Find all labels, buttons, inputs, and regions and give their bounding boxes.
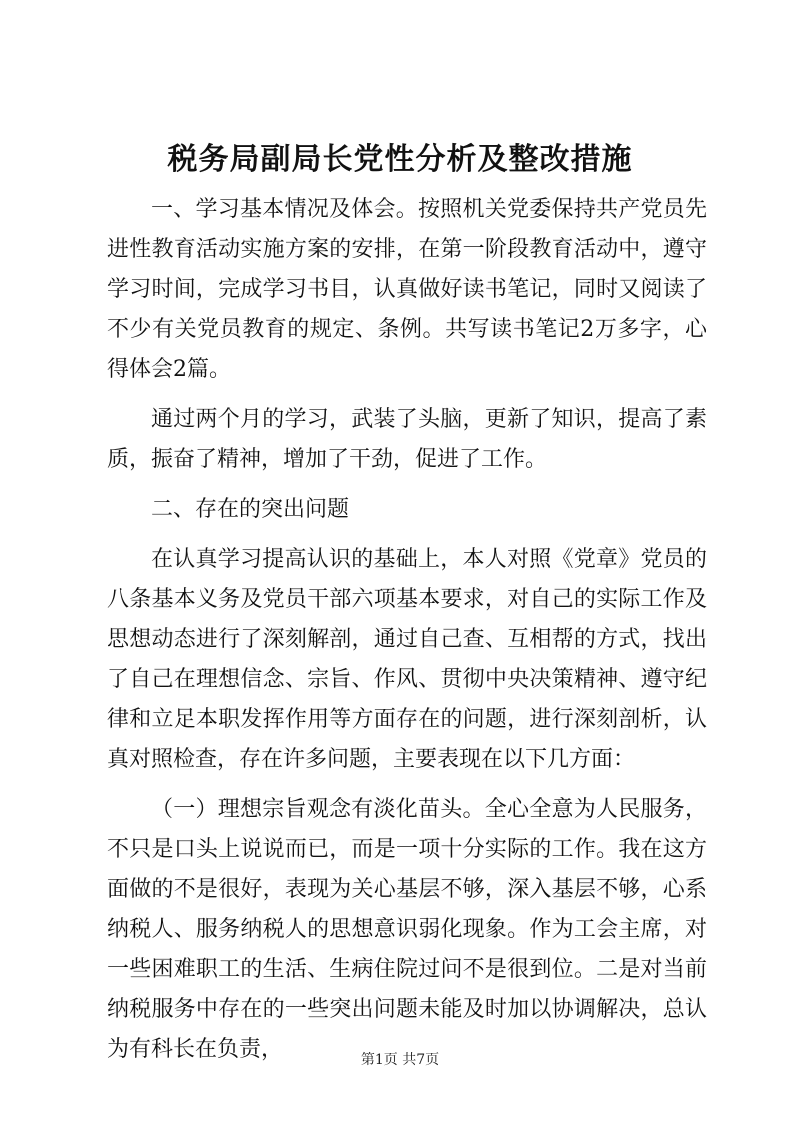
document-title: 税务局副局长党性分析及整改措施 xyxy=(167,142,633,177)
page-footer: 第1页 共7页 xyxy=(360,1052,440,1068)
paragraph-study-situation: 一、学习基本情况及体会。按照机关党委保持共产党员先进性教育活动实施方案的安排，在第一阶段教育活动中，遵守学习时间，完成学习书目，认真做好读书笔记，同时又阅读了不少有关党员教育的规定、条例。共写读书笔记2万多字，心得体会2篇。 xyxy=(107,197,707,382)
paragraph-gap xyxy=(107,530,707,540)
paragraph-self-examination: 在认真学习提高认识的基础上，本人对照《党章》党员的八条基本义务及党员干部六项基本要求，对自己的实际工作及思想动态进行了深刻解剖，通过自己查、互相帮的方式，找出了自己在理想信念、宗旨、作风、贯彻中央决策精神、遵守纪律和立足本职发挥作用等方面存在的问题，进行深刻剖析，认真对照检查，存在许多问题，主要表现在以下几方面： xyxy=(107,547,707,772)
document-body xyxy=(107,190,707,1070)
paragraph-gap xyxy=(107,390,707,400)
paragraph-gap xyxy=(107,780,707,790)
paragraph-gap xyxy=(107,480,707,490)
section-heading-problems: 二、存在的突出问题 xyxy=(151,497,350,522)
paragraph-study-outcome: 通过两个月的学习，武装了头脑，更新了知识，提高了素质，振奋了精神，增加了干劲，促进了工作。 xyxy=(107,407,707,472)
paragraph-ideals-purpose: （一）理想宗旨观念有淡化苗头。全心全意为人民服务，不只是口头上说说而已，而是一项十分实际的工作。我在这方面做的不是很好，表现为关心基层不够，深入基层不够，心系纳税人、服务纳税人的思想意识弱化现象。作为工会主席，对一些困难职工的生活、生病住院过问不是很到位。二是对当前纳税服务中存在的一些突出问题未能及时加以协调解决，总认为有科长在负责， xyxy=(107,797,707,1062)
